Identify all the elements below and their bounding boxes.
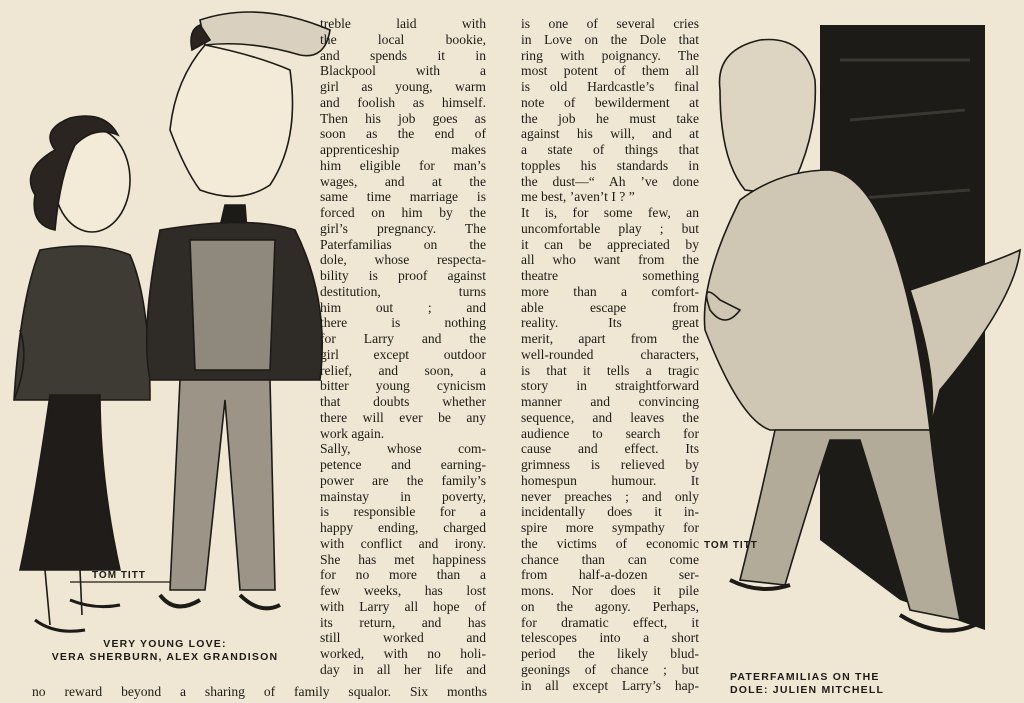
right-line: a state of things that: [521, 142, 699, 157]
right-line: from half-a-dozen ser-: [521, 567, 699, 583]
right-line: all who want from the: [521, 252, 699, 268]
left-line: for Larry and the: [320, 331, 486, 346]
left-line: She has met happiness: [320, 551, 486, 567]
left-line: dole, whose respecta-: [320, 252, 486, 268]
right-line: telescopes into a short: [521, 630, 699, 646]
right-line: merit, apart from the: [521, 331, 699, 346]
right-line: It is, for some few, an: [521, 205, 699, 220]
right-line: is that it tells a tragic: [521, 362, 699, 378]
right-line: well-rounded characters,: [521, 346, 699, 362]
right-line: period the likely blud-: [521, 646, 699, 661]
left-line: him eligible for man’s: [320, 157, 486, 173]
left-line: with conflict and irony.: [320, 535, 486, 551]
left-line: worked, with no holi-: [320, 646, 486, 661]
signature-right: TOM TITT: [704, 540, 758, 551]
right-line: on the agony. Perhaps,: [521, 598, 699, 614]
right-line: topples his standards in: [521, 157, 699, 173]
left-line: Paterfamilias on the: [320, 236, 486, 252]
right-line: story in straightforward: [521, 378, 699, 394]
right-line: homespun humour. It: [521, 472, 699, 488]
left-line: that doubts whether: [320, 394, 486, 409]
left-line: forced on him by the: [320, 205, 486, 220]
left-line: wages, and at the: [320, 173, 486, 189]
left-line: and foolish as himself.: [320, 94, 486, 110]
right-line: ring with poignancy. The: [521, 47, 699, 63]
article-bottom-line: [32, 684, 487, 700]
right-line: for dramatic effect, it: [521, 614, 699, 630]
right-line: audience to search for: [521, 425, 699, 441]
left-line: petence and earning-: [320, 457, 486, 472]
left-line: happy ending, charged: [320, 520, 486, 535]
caption-left-line1: VERY YOUNG LOVE:: [103, 638, 227, 650]
right-line: grimness is relieved by: [521, 457, 699, 472]
right-line: geonings of chance ; but: [521, 661, 699, 677]
left-line: few weeks, has lost: [320, 583, 486, 598]
right-line: able escape from: [521, 299, 699, 315]
left-line: Blackpool with a: [320, 63, 486, 79]
right-line: most potent of them all: [521, 63, 699, 79]
caption-right-line2: DOLE: JULIEN MITCHELL: [730, 684, 885, 696]
left-line: relief, and soon, a: [320, 362, 486, 378]
right-line: is old Hardcastle’s final: [521, 79, 699, 94]
left-line: power are the family’s: [320, 472, 486, 488]
left-line: him out ; and: [320, 299, 486, 315]
illustration-paterfamilias: [700, 0, 1024, 680]
left-line: and spends it in: [320, 47, 486, 63]
left-line: work again.: [320, 425, 385, 441]
left-line: soon as the end of: [320, 126, 486, 142]
right-line: in all except Larry’s hap-: [521, 677, 699, 693]
left-line: same time marriage is: [320, 189, 486, 205]
left-line: the local bookie,: [320, 31, 486, 47]
right-line: more than a comfort-: [521, 283, 699, 299]
article-column-right: [521, 16, 699, 693]
right-line: reality. Its great: [521, 315, 699, 331]
right-line: never preaches ; and only: [521, 488, 699, 504]
right-line: the victims of economic: [521, 535, 699, 551]
left-line: girl as young, warm: [320, 79, 486, 94]
left-line: there will ever be any: [320, 409, 486, 425]
man-figure: [147, 12, 330, 608]
right-line: incidentally does it in-: [521, 504, 699, 520]
right-line: in Love on the Dole that: [521, 31, 699, 47]
right-line: uncomfortable play ; but: [521, 220, 699, 236]
right-line: the job he must take: [521, 110, 699, 126]
left-line: destitution, turns: [320, 283, 486, 299]
left-line: treble laid with: [320, 16, 486, 31]
right-line: theatre something: [521, 268, 699, 283]
left-line: bility is proof against: [320, 268, 486, 283]
left-line: Then his job goes as: [320, 110, 486, 126]
left-line: bitter young cynicism: [320, 378, 486, 394]
left-line: is responsible for a: [320, 504, 486, 520]
caption-paterfamilias: [730, 671, 940, 697]
caption-left-line2: VERA SHERBURN, ALEX GRANDISON: [51, 651, 279, 663]
left-line: day in all her life and: [320, 661, 486, 677]
left-line: Sally, whose com-: [320, 441, 486, 457]
left-line: with Larry all hope of: [320, 598, 486, 614]
right-line: the dust—“ Ah ’ve done: [521, 173, 699, 189]
right-line: note of bewilderment at: [521, 94, 699, 110]
signature-left: TOM TITT: [92, 570, 146, 581]
right-line: spire more sympathy for: [521, 520, 699, 535]
right-line: against his will, and at: [521, 126, 699, 142]
left-line: apprenticeship makes: [320, 142, 486, 157]
right-line: it can be appreciated by: [521, 236, 699, 252]
left-line: for no more than a: [320, 567, 486, 583]
right-line: is one of several cries: [521, 16, 699, 31]
right-line: chance than can come: [521, 551, 699, 567]
left-line: girl except outdoor: [320, 346, 486, 362]
left-line: there is nothing: [320, 315, 486, 331]
caption-very-young-love: [30, 638, 300, 664]
caption-right-line1: PATERFAMILIAS ON THE: [730, 671, 880, 683]
bottom-line-text: no reward beyond a sharing of family squalor. Six months: [32, 684, 487, 699]
right-line: manner and convincing: [521, 394, 699, 409]
right-line: me best, ’aven’t I ? ”: [521, 189, 635, 205]
left-line: girl’s pregnancy. The: [320, 220, 486, 236]
woman-figure: [14, 116, 150, 631]
right-line: cause and effect. Its: [521, 441, 699, 457]
left-line: still worked and: [320, 630, 486, 646]
left-line: its return, and has: [320, 614, 486, 630]
left-line: mainstay in poverty,: [320, 488, 486, 504]
article-column-left: [320, 16, 486, 678]
right-line: sequence, and leaves the: [521, 409, 699, 425]
right-line: mons. Nor does it pile: [521, 583, 699, 598]
illustration-very-young-love: [0, 0, 345, 640]
